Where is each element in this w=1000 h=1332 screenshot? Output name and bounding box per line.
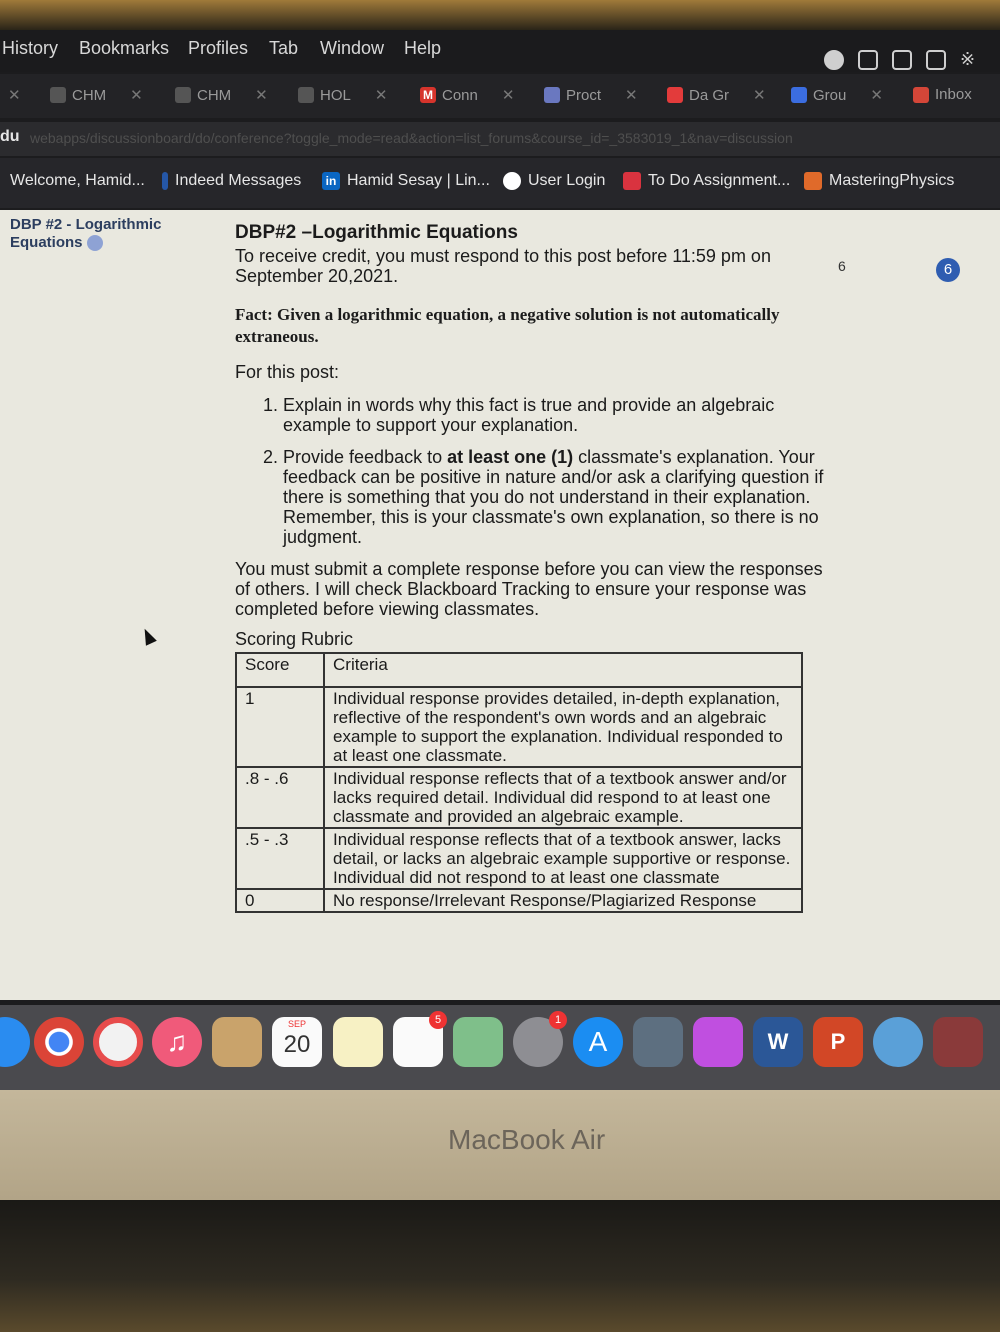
screen <box>0 30 1000 1090</box>
criteria-cell: Individual response reflects that of a textbook answer, lacks detail, or lacks an algebraic example supportive or response. Individual did not respond to at least one classmate <box>324 828 802 889</box>
laptop-base <box>0 1200 1000 1332</box>
screen-icon[interactable] <box>926 50 946 70</box>
column-header: Score <box>236 653 324 687</box>
url-domain: du <box>0 128 20 145</box>
image-capture-icon[interactable] <box>633 1017 683 1067</box>
bookmark-linkedin[interactable]: in Hamid Sesay | Lin... <box>322 172 490 190</box>
close-icon[interactable]: ✕ <box>374 87 388 104</box>
status-icons <box>824 50 980 70</box>
table-row <box>236 767 802 828</box>
submit-note: You must submit a complete response before you can view the responses of others. I will check Blackboard Tracking to ensure your response was completed before viewing classmates. <box>235 559 823 619</box>
chrome-icon[interactable] <box>34 1017 84 1067</box>
notification-badge: 5 <box>429 1011 447 1029</box>
laptop-bezel-top <box>0 0 1000 30</box>
url-path: webapps/discussionboard/do/conference?toggle_mode=read&action=list_forums&course_id=_3583019_1&nav=discussion <box>30 130 793 146</box>
notes-icon[interactable] <box>333 1017 383 1067</box>
todo-icon <box>623 172 641 190</box>
table-header-row <box>236 653 802 687</box>
menu-profiles[interactable]: Profiles <box>188 38 249 58</box>
groupme-icon <box>791 87 807 103</box>
rubric-title: Scoring Rubric <box>235 629 354 649</box>
address-bar[interactable] <box>0 122 1000 156</box>
tab-favicon-icon <box>175 87 191 103</box>
close-icon[interactable]: ✕ <box>625 87 638 104</box>
criteria-cell: Individual response provides detailed, in-depth explanation, reflective of the respondent's own words and an algebraic example to support the explanation. Individual responded to at least one classmate. <box>324 687 802 767</box>
bookmark-indeed[interactable]: Indeed Messages <box>162 172 301 190</box>
table-row <box>236 828 802 889</box>
app-store-icon[interactable]: A <box>573 1017 623 1067</box>
close-icon[interactable]: ✕ <box>8 87 21 104</box>
word-icon[interactable]: W <box>753 1017 803 1067</box>
sync-icon[interactable] <box>858 50 878 70</box>
criteria-cell: Individual response reflects that of a textbook answer and/or lacks required detail. Individual did respond to at least one classmate and provided an algebraic example. <box>324 767 802 828</box>
menu-history[interactable]: History <box>2 38 59 58</box>
table-row <box>236 687 802 767</box>
calendar-month: SEP <box>287 1019 306 1029</box>
check-icon <box>87 235 103 251</box>
bluetooth-icon[interactable]: ※ <box>960 49 976 69</box>
tab-grou[interactable]: Grou ✕ <box>791 86 883 104</box>
scoring-rubric-table <box>235 652 803 913</box>
close-icon[interactable]: ✕ <box>255 87 268 104</box>
proctor-icon <box>544 87 560 103</box>
network-globe-icon[interactable] <box>873 1017 923 1067</box>
mastering-icon <box>804 172 822 190</box>
menu-window[interactable]: Window <box>320 38 385 58</box>
tab-chm-2[interactable]: CHM ✕ <box>175 86 268 104</box>
bookmark-welcome[interactable]: Welcome, Hamid... <box>10 172 145 189</box>
post-count: 6 <box>838 258 846 274</box>
malwarebytes-icon[interactable] <box>824 50 844 70</box>
dock <box>0 1005 1000 1090</box>
criteria-cell: No response/Irrelevant Response/Plagiarized Response <box>324 889 802 912</box>
mcgraw-m-icon: M <box>420 87 436 103</box>
bookmark-mastering[interactable]: MasteringPhysics <box>804 172 954 190</box>
contacts-icon[interactable] <box>212 1017 262 1067</box>
system-preferences-icon[interactable] <box>513 1014 563 1067</box>
powerpoint-icon[interactable]: P <box>813 1017 863 1067</box>
table-row <box>236 889 802 912</box>
score-cell: .5 - .3 <box>236 828 324 889</box>
close-icon[interactable]: ✕ <box>501 87 515 104</box>
bookmarks-bar <box>0 158 1000 208</box>
score-cell: 1 <box>236 687 324 767</box>
laptop-brand: MacBook Air <box>448 1124 606 1155</box>
tab-da-gr[interactable]: Da Gr ✕ <box>667 86 766 104</box>
score-cell: 0 <box>236 889 324 912</box>
instructions-list <box>235 395 825 547</box>
close-icon[interactable]: ✕ <box>870 87 883 104</box>
youtube-icon <box>667 87 683 103</box>
bookmark-user-login[interactable]: User Login <box>503 172 605 190</box>
music-icon[interactable]: ♫ <box>152 1017 202 1067</box>
user-login-icon <box>503 172 521 190</box>
credit-deadline: To receive credit, you must respond to this post before 11:59 pm on September 20,2021. <box>235 246 771 286</box>
instruction-item: 1. Explain in words why this fact is true and provide an algebraic example to support your explanation. <box>283 395 825 435</box>
safari-icon[interactable] <box>0 1017 30 1067</box>
menu-help[interactable]: Help <box>404 38 442 58</box>
menu-bookmarks[interactable]: Bookmarks <box>79 38 170 58</box>
instruction-item: 2. Provide feedback to at least one (1) classmate's explanation. Your feedback can be positive in nature and/or ask a clarifying question if there is something that you do not understand in their explanation. Remember, this is your classmate's own explanation, so there is no judgment. <box>283 447 825 547</box>
indeed-icon <box>162 172 168 190</box>
calendar-icon[interactable] <box>272 1017 322 1067</box>
app-icon[interactable] <box>933 1017 983 1067</box>
tab-proct[interactable]: Proct ✕ <box>544 86 638 104</box>
tab-favicon-icon <box>50 87 66 103</box>
close-icon[interactable]: ✕ <box>753 87 766 104</box>
gmail-icon <box>913 87 929 103</box>
final-cut-icon[interactable] <box>693 1017 743 1067</box>
calendar-day: 20 <box>283 1031 311 1058</box>
fact-statement: Fact: Given a logarithmic equation, a negative solution is not automatically extraneous. <box>235 305 780 346</box>
airplay-icon[interactable] <box>892 50 912 70</box>
maps-icon[interactable] <box>453 1017 503 1067</box>
bookmark-todo[interactable]: To Do Assignment... <box>623 172 790 190</box>
forum-description <box>235 222 825 913</box>
close-icon[interactable]: ✕ <box>130 87 143 104</box>
linkedin-icon: in <box>322 172 340 190</box>
tab-favicon-icon <box>298 87 314 103</box>
score-cell: .8 - .6 <box>236 767 324 828</box>
tab-conn[interactable]: M Conn ✕ <box>420 86 514 104</box>
news-icon[interactable] <box>93 1017 143 1067</box>
instructions-heading: For this post: <box>235 362 340 382</box>
reminders-icon[interactable] <box>393 1014 443 1067</box>
tab-chm-1[interactable]: CHM ✕ <box>50 86 143 104</box>
column-header: Criteria <box>324 653 802 687</box>
tab-strip <box>0 74 1000 118</box>
forum-title-link[interactable]: DBP #2 - Logarithmic Equations <box>10 216 162 251</box>
laptop-chin <box>0 1090 1000 1200</box>
page-content <box>0 210 1000 1000</box>
post-title: DBP#2 –Logarithmic Equations <box>235 222 518 243</box>
menu-tab[interactable]: Tab <box>269 38 299 58</box>
mouse-cursor-icon <box>139 626 157 646</box>
tab-hol[interactable]: HOL ✕ <box>298 86 387 104</box>
unread-count-badge[interactable]: 6 <box>936 258 960 282</box>
menu-bar <box>0 30 1000 72</box>
tab-inbox[interactable]: Inbox <box>913 86 972 103</box>
notification-badge: 1 <box>549 1011 567 1029</box>
